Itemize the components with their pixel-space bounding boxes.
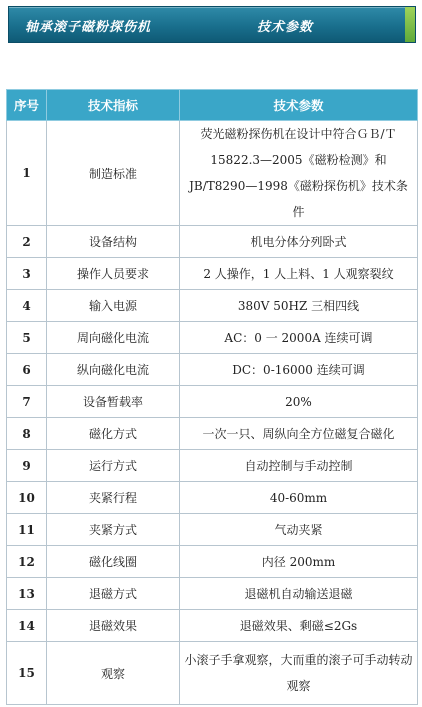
row-indicator: 周向磁化电流 — [47, 322, 180, 354]
row-indicator: 磁化线圈 — [47, 546, 180, 578]
table-row — [7, 578, 418, 610]
row-index: 2 — [7, 226, 47, 258]
table-row — [7, 450, 418, 482]
spec-table — [6, 89, 418, 705]
banner-title-section: 技术参数 — [257, 20, 314, 35]
row-parameter: 20% — [180, 386, 418, 418]
row-indicator: 设备结构 — [47, 226, 180, 258]
table-row — [7, 482, 418, 514]
row-parameter: 自动控制与手动控制 — [180, 450, 418, 482]
table-row — [7, 121, 418, 226]
header-indicator: 技术指标 — [47, 90, 180, 121]
row-parameter: 气动夹紧 — [180, 514, 418, 546]
banner-title-product: 轴承滚子磁粉探伤机 — [25, 20, 152, 35]
header-index: 序号 — [7, 90, 47, 121]
table-row — [7, 418, 418, 450]
row-indicator: 操作人员要求 — [47, 258, 180, 290]
row-indicator: 退磁效果 — [47, 610, 180, 642]
row-indicator: 运行方式 — [47, 450, 180, 482]
row-parameter: 荧光磁粉探伤机在设计中符合ＧＢ/Ｔ 15822.3—2005《磁粉检测》和 JB/T8290—1998《磁粉探伤机》技术条件 — [180, 121, 418, 226]
row-parameter: 2 人操作，1 人上料、1 人观察裂纹 — [180, 258, 418, 290]
row-parameter: 退磁效果、剩磁≤2Gs — [180, 610, 418, 642]
row-index: 13 — [7, 578, 47, 610]
row-indicator: 纵向磁化电流 — [47, 354, 180, 386]
row-parameter: 一次一只、周纵向全方位磁复合磁化 — [180, 418, 418, 450]
row-parameter: 内径 200mm — [180, 546, 418, 578]
table-row — [7, 546, 418, 578]
table-row — [7, 386, 418, 418]
row-index: 12 — [7, 546, 47, 578]
row-index: 4 — [7, 290, 47, 322]
header-parameter: 技术参数 — [180, 90, 418, 121]
table-row — [7, 226, 418, 258]
row-parameter: AC：0 一 2000A 连续可调 — [180, 322, 418, 354]
row-indicator: 夹紧方式 — [47, 514, 180, 546]
row-index: 9 — [7, 450, 47, 482]
banner-accent-bar — [405, 7, 415, 42]
table-header-row — [7, 90, 418, 121]
row-index: 1 — [7, 121, 47, 226]
row-indicator: 夹紧行程 — [47, 482, 180, 514]
row-parameter: 机电分体分列卧式 — [180, 226, 418, 258]
row-indicator: 设备暂载率 — [47, 386, 180, 418]
table-row — [7, 258, 418, 290]
row-index: 6 — [7, 354, 47, 386]
row-parameter: 退磁机自动输送退磁 — [180, 578, 418, 610]
row-indicator: 输入电源 — [47, 290, 180, 322]
row-index: 7 — [7, 386, 47, 418]
row-index: 5 — [7, 322, 47, 354]
table-row — [7, 514, 418, 546]
table-row — [7, 354, 418, 386]
row-index: 15 — [7, 642, 47, 705]
table-row — [7, 642, 418, 705]
row-parameter: 40-60mm — [180, 482, 418, 514]
row-index: 8 — [7, 418, 47, 450]
row-indicator: 观察 — [47, 642, 180, 705]
title-banner — [8, 6, 416, 43]
row-parameter: 380V 50HZ 三相四线 — [180, 290, 418, 322]
row-parameter: 小滚子手拿观察，大而重的滚子可手动转动观察 — [180, 642, 418, 705]
row-index: 3 — [7, 258, 47, 290]
table-row — [7, 610, 418, 642]
table-row — [7, 290, 418, 322]
table-row — [7, 322, 418, 354]
row-index: 11 — [7, 514, 47, 546]
row-parameter: DC：0-16000 连续可调 — [180, 354, 418, 386]
row-indicator: 退磁方式 — [47, 578, 180, 610]
row-index: 10 — [7, 482, 47, 514]
row-indicator: 磁化方式 — [47, 418, 180, 450]
row-indicator: 制造标准 — [47, 121, 180, 226]
row-index: 14 — [7, 610, 47, 642]
